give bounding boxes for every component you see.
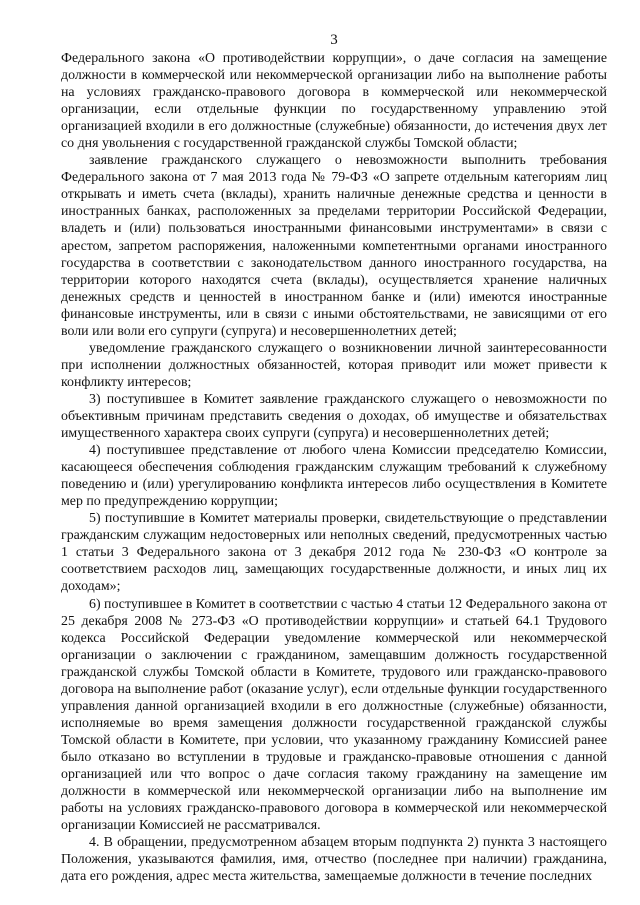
paragraph-section-4: 4. В обращении, предусмотренном абзацем вторым подпункта 2) пункта 3 настоящего Положения, указываются фамилия, имя, отчество (последнее при наличии) гражданина, дата его рождения, адрес места жительства, замещаемые должности в течение последних <box>61 835 607 885</box>
document-page <box>61 32 607 885</box>
page-number: 3 <box>330 32 338 48</box>
paragraph-notice-conflict-of-interest: уведомление гражданского служащего о возникновении личной заинтересованности при исполнении должностных обязанностей, которая приводит или может привести к конфликту интересов; <box>61 340 607 390</box>
paragraph-item-3: 3) поступившее в Комитет заявление гражданского служащего о невозможности по объективным причинам представить сведения о доходах, об имуществе и обязательствах имущественного характера своих супруги (супруга) и несовершеннолетних детей; <box>61 391 607 442</box>
paragraph-continuation: Федерального закона «О противодействии коррупции», о даче согласия на замещение должности в коммерческой или некоммерческой организации либо на выполнение работы на условиях гражданско-правового договора в коммерческой или некоммерческой организации, если отдельные функции по государственному управлению этой организацией входили в его должностные (служебные) обязанности, до истечения двух лет со дня увольнения с государственной гражданской службы Томской области; <box>61 51 607 152</box>
paragraph-statement-foreign-accounts: заявление гражданского служащего о невозможности выполнить требования Федерального закона от 7 мая 2013 года № 79-ФЗ «О запрете отдельным категориям лиц открывать и иметь счета (вклады), хранить наличные денежные средства и ценности в иностранных банках, расположенных за пределами территории Российской Федерации, владеть и (или) пользоваться иностранными финансовыми инструментами» в связи с арестом, запретом распоряжения, наложенными компетентными органами иностранного государства в соответствии с законодательством данного иностранного государства, на территории которого находятся счета (вклады), осуществляется хранение наличных денежных средств и ценностей в иностранном банке и (или) имеются иностранные финансовые инструменты, или в связи с иными обстоятельствами, не зависящими от его воли или воли его супруги (супруга) и несовершеннолетних детей; <box>61 153 607 339</box>
paragraph-item-6: 6) поступившее в Комитет в соответствии с частью 4 статьи 12 Федерального закона от 25 декабря 2008 № 273-ФЗ «О противодействии коррупции» и статьей 64.1 Трудового кодекса Российской Федерации уведомление коммерческой или некоммерческой организации о заключении с гражданином, замещавшим должность государственной гражданской службы Томской области в Комитете, трудового или гражданско-правового договора на выполнение работ (оказание услуг), если отдельные функции государственного управления данной организацией входили в его должностные (служебные) обязанности, исполняемые во время замещения должности государственной гражданской службы Томской области в Комитете, при условии, что указанному гражданину Комиссией ранее было отказано во вступлении в трудовые и гражданско-правовые отношения с данной организацией или что вопрос о даче согласия такому гражданину на замещение им должности в коммерческой или некоммерческой организации либо на выполнение им работы на условиях гражданско-правового договора в коммерческой или некоммерческой организации Комиссией не рассматривался. <box>61 596 607 834</box>
paragraph-item-5: 5) поступившие в Комитет материалы проверки, свидетельствующие о представлении гражданским служащим недостоверных или неполных сведений, предусмотренных частью 1 статьи 3 Федерального закона от 3 декабря 2012 года № 230-ФЗ «О контроле за соответствием расходов лиц, замещающих государственные должности, и иных лиц их доходам»; <box>61 511 607 595</box>
paragraph-item-4: 4) поступившее представление от любого члена Комиссии председателю Комиссии, касающееся обеспечения соблюдения гражданским служащим требований к служебному поведению и (или) урегулированию конфликта интересов либо осуществления в Комитете мер по предупреждению коррупции; <box>61 443 607 510</box>
